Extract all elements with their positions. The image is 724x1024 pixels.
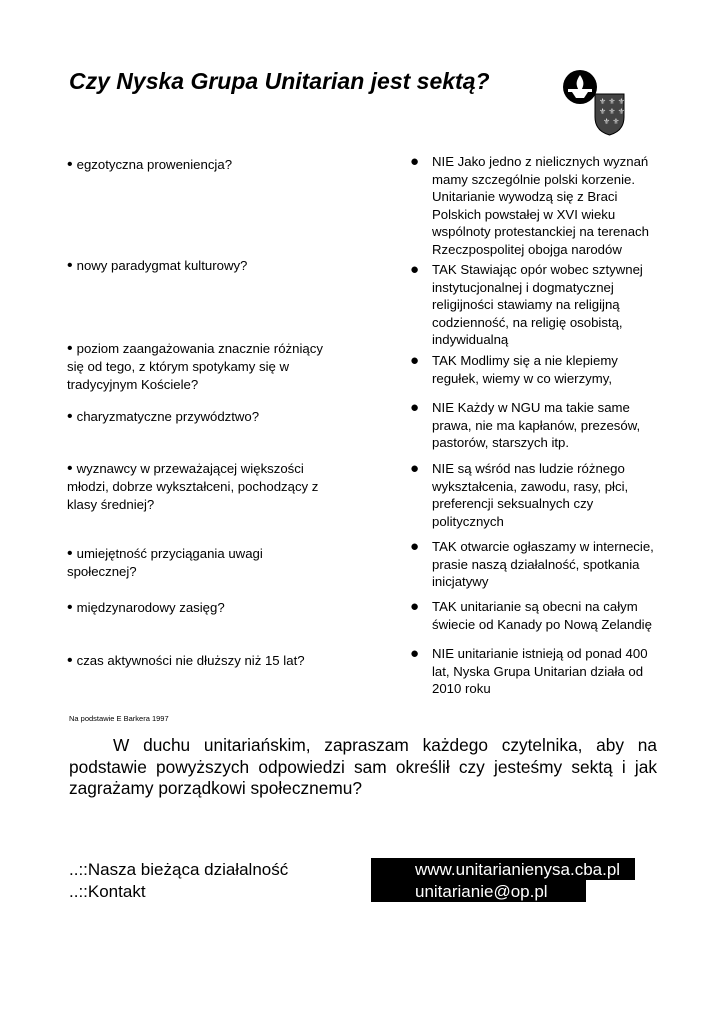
bullet-icon: ● — [410, 352, 420, 369]
bullet-icon: • — [67, 156, 73, 173]
answer-item — [410, 261, 658, 349]
answer-item — [410, 598, 660, 633]
question-text: egzotyczna proweniencja? — [76, 157, 233, 172]
bullet-icon: ● — [410, 538, 420, 555]
question-item — [67, 340, 339, 394]
answer-text: NIE unitarianie istnieją od ponad 400 lat, Nyska Grupa Unitarian działa od 2010 roku — [432, 646, 648, 697]
flaming-chalice-icon — [563, 70, 597, 104]
bullet-icon: • — [67, 340, 73, 357]
bullet-icon: • — [67, 408, 73, 425]
answer-text: TAK unitarianie są obecni na całym świecie od Kanady po Nową Zelandię — [432, 599, 652, 632]
answer-text: TAK Stawiając opór wobec sztywnej instytucjonalnej i dogmatycznej religijności stawiamy na religijną codzienność, na religię osobistą, indywidualną — [432, 262, 643, 348]
footer-links — [69, 859, 288, 903]
question-item — [67, 257, 357, 275]
answer-text: NIE Każdy w NGU ma takie same prawa, nie ma kapłanów, prezesów, pastorów, starszych itp. — [432, 400, 641, 451]
answer-text: NIE są wśród nas ludzie różnego wykształcenia, zawodu, rasy, płci, preferencji seksualnych czy politycznych — [432, 461, 629, 529]
bullet-icon: ● — [410, 598, 420, 615]
bullet-icon: • — [67, 545, 73, 562]
activity-link[interactable]: ..::Nasza bieżąca działalność — [69, 860, 289, 879]
question-text: czas aktywności nie dłuższy niż 15 lat? — [76, 653, 305, 668]
answer-item — [410, 399, 650, 452]
bullet-icon: ● — [410, 261, 420, 278]
closing-paragraph: W duchu unitariańskim, zapraszam każdego czytelnika, aby na podstawie powyższych odpowiedzi sam określił czy jesteśmy sektą i jak zagrażamy porządkowi społecznemu? — [69, 735, 657, 798]
question-text: międzynarodowy zasięg? — [76, 600, 225, 615]
svg-text:⚜ ⚜ ⚜: ⚜ ⚜ ⚜ — [599, 97, 625, 106]
source-note: Na podstawie E Barkera 1997 — [69, 714, 169, 723]
question-text: poziom zaangażowania znacznie różniący się od tego, z którym spotykamy się w tradycyjnym Kościele? — [67, 341, 323, 392]
logo — [561, 67, 631, 137]
email-link[interactable]: unitarianie@op.pl — [415, 882, 548, 901]
question-item — [67, 652, 357, 670]
bullet-icon: ● — [410, 460, 420, 477]
bullet-icon: ● — [410, 153, 420, 170]
bullet-icon: ● — [410, 645, 420, 662]
question-item — [67, 156, 357, 174]
question-text: charyzmatyczne przywództwo? — [76, 409, 260, 424]
question-item — [67, 408, 357, 426]
answer-item — [410, 645, 650, 698]
svg-text:⚜ ⚜: ⚜ ⚜ — [603, 117, 620, 126]
question-text: wyznawcy w przeważającej większości młodzi, dobrze wykształceni, pochodzący z klasy średniej? — [67, 461, 319, 512]
svg-text:⚜ ⚜ ⚜: ⚜ ⚜ ⚜ — [599, 107, 625, 116]
question-item — [67, 599, 357, 617]
bullet-icon: • — [67, 257, 73, 274]
question-item — [67, 545, 282, 581]
answer-item — [410, 352, 640, 387]
question-item — [67, 460, 322, 514]
answer-text: NIE Jako jedno z nielicznych wyznań mamy szczególnie polski korzenie. Unitarianie wywodzą się z Braci Polskich powstałej w XVI wieku wspólnoty protestanckiej na terenach Rzeczpospolitej obojga narodów — [432, 154, 649, 257]
bullet-icon: • — [67, 599, 73, 616]
question-text: umiejętność przyciągania uwagi społecznej? — [67, 546, 263, 579]
website-link[interactable]: www.unitarianienysa.cba.pl — [415, 860, 621, 879]
answer-text: TAK otwarcie ogłaszamy w internecie, prasie naszą działalność, spotkania inicjatywy — [432, 539, 654, 590]
bullet-icon: • — [67, 460, 73, 477]
question-text: nowy paradygmat kulturowy? — [76, 258, 248, 273]
contact-info — [415, 859, 620, 903]
bullet-icon: ● — [410, 399, 420, 416]
answer-item — [410, 460, 655, 530]
bullet-icon: • — [67, 652, 73, 669]
answer-text: TAK Modlimy się a nie klepiemy regułek, wiemy w co wierzymy, — [432, 353, 618, 386]
nysa-coat-of-arms-icon — [595, 94, 625, 135]
page-title: Czy Nyska Grupa Unitarian jest sektą? — [69, 68, 490, 94]
contact-link[interactable]: ..::Kontakt — [69, 882, 146, 901]
answer-item — [410, 153, 658, 259]
answer-item — [410, 538, 660, 591]
